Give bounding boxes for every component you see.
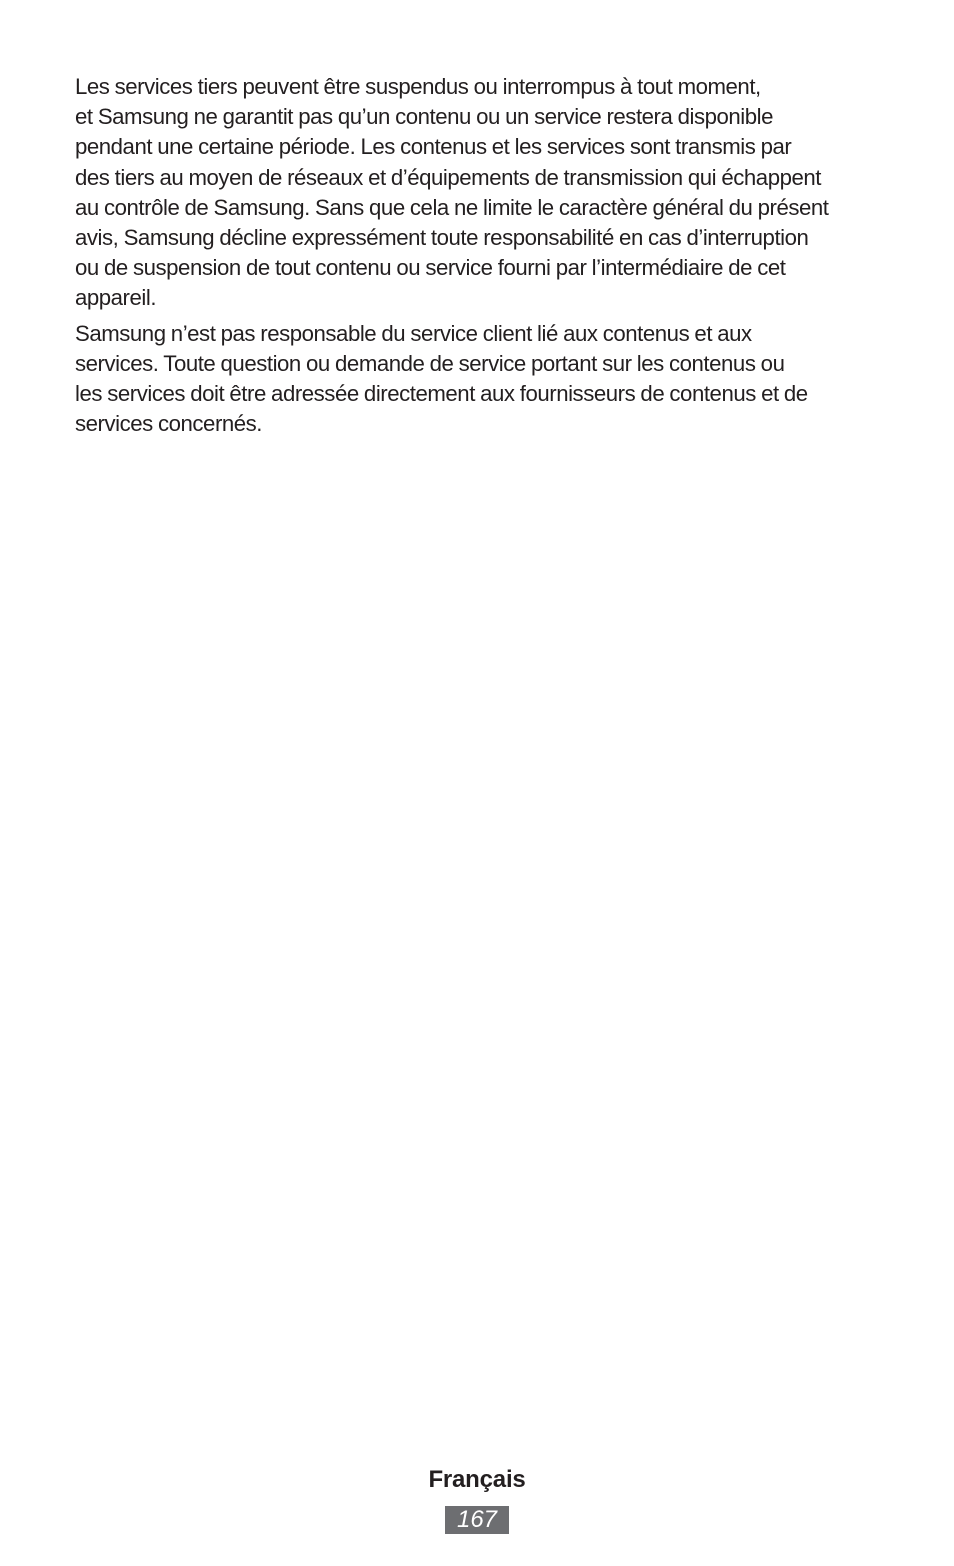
- text-line: Les services tiers peuvent être suspendus ou interrompus à tout moment,: [75, 74, 761, 99]
- footer-language-label: Français: [428, 1466, 526, 1493]
- text-line: appareil.: [75, 285, 157, 311]
- text-line: au contrôle de Samsung. Sans que cela ne limite le caractère général du présent: [75, 194, 829, 220]
- page-number-container: [0, 1506, 954, 1534]
- document-body: [75, 72, 890, 439]
- text-line: services concernés.: [75, 411, 263, 437]
- text-line: services. Toute question ou demande de service portant sur les contenus ou: [75, 350, 785, 376]
- text-line: et Samsung ne garantit pas qu’un contenu ou un service restera disponible: [75, 104, 774, 130]
- page-number-badge: 167: [445, 1506, 509, 1534]
- paragraph-third-party-services: [75, 72, 890, 314]
- text-line: les services doit être adressée directement aux fournisseurs de contenus et de: [75, 381, 808, 407]
- paragraph-customer-service: [75, 319, 890, 440]
- text-line: pendant une certaine période. Les contenus et les services sont transmis par: [75, 134, 792, 160]
- text-line: Samsung n’est pas responsable du service client lié aux contenus et aux: [75, 320, 752, 346]
- text-line: ou de suspension de tout contenu ou service fourni par l’intermédiaire de cet: [75, 255, 786, 281]
- text-line: des tiers au moyen de réseaux et d’équipements de transmission qui échappent: [75, 164, 821, 190]
- text-line: avis, Samsung décline expressément toute responsabilité en cas d’interruption: [75, 225, 809, 251]
